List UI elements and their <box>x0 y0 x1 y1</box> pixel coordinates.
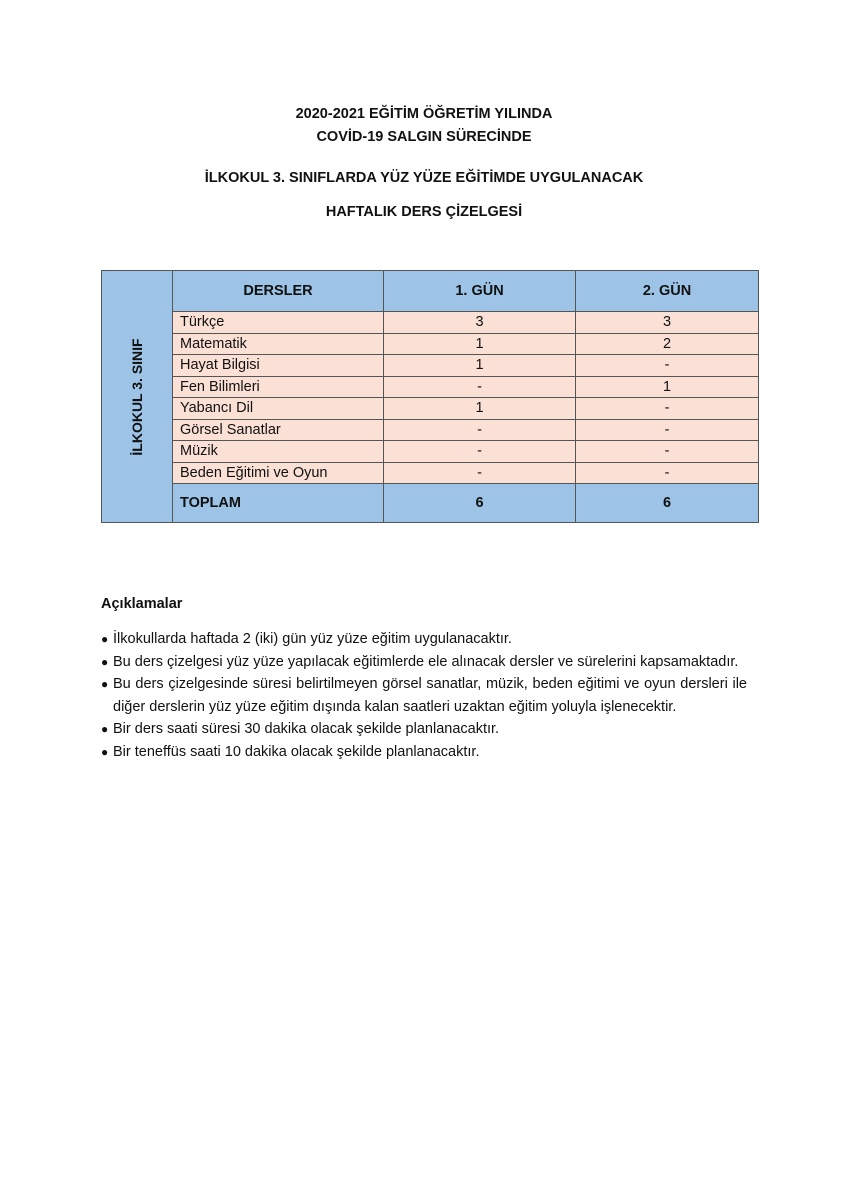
note-text: İlkokullarda haftada 2 (iki) gün yüz yüze eğitim uygulanacaktır. <box>113 631 512 647</box>
day2-hours: - <box>576 355 759 377</box>
day2-hours: 1 <box>576 376 759 398</box>
list-item <box>101 718 747 741</box>
table-row <box>102 419 759 441</box>
lesson-name: Görsel Sanatlar <box>173 419 384 441</box>
day2-hours: 2 <box>576 333 759 355</box>
lesson-name: Yabancı Dil <box>173 398 384 420</box>
subtitle-line-1: İLKOKUL 3. SINIFLARDA YÜZ YÜZE EĞİTİMDE UYGULANACAK <box>204 170 644 186</box>
notes-list <box>101 628 747 763</box>
subtitle-line-2: HAFTALIK DERS ÇİZELGESİ <box>325 204 523 220</box>
column-header-day1: 1. GÜN <box>384 271 576 312</box>
day1-total: 6 <box>384 484 576 523</box>
list-item <box>101 741 747 764</box>
table-row <box>102 462 759 484</box>
day1-hours: - <box>384 376 576 398</box>
lesson-name: Türkçe <box>173 312 384 334</box>
lesson-name: Hayat Bilgisi <box>173 355 384 377</box>
note-text: Bu ders çizelgesinde süresi belirtilmeyen görsel sanatlar, müzik, beden eğitimi ve oyun dersleri ile diğer derslerin yüz yüze eğitim dışında kalan saatleri uzaktan eğitim yoluyla işlenecektir. <box>113 676 747 715</box>
day2-hours: - <box>576 398 759 420</box>
total-label: TOPLAM <box>173 484 384 523</box>
schedule-table <box>101 270 759 523</box>
note-text: Bir ders saati süresi 30 dakika olacak şekilde planlanacaktır. <box>113 721 500 737</box>
table-row <box>102 376 759 398</box>
bullet-icon: ● <box>101 632 109 646</box>
day1-hours: - <box>384 462 576 484</box>
grade-label: İLKOKUL 3. SINIF <box>129 337 145 456</box>
bullet-icon: ● <box>101 722 109 736</box>
table-row <box>102 312 759 334</box>
column-header-lessons: DERSLER <box>173 271 384 312</box>
day2-hours: - <box>576 462 759 484</box>
table-row <box>102 441 759 463</box>
day1-hours: - <box>384 441 576 463</box>
table-row <box>102 355 759 377</box>
column-header-day2: 2. GÜN <box>576 271 759 312</box>
day1-hours: 1 <box>384 333 576 355</box>
list-item <box>101 628 747 651</box>
day2-hours: - <box>576 441 759 463</box>
day2-hours: - <box>576 419 759 441</box>
bullet-icon: ● <box>101 744 109 759</box>
day2-total: 6 <box>576 484 759 523</box>
table-header-row <box>102 271 759 312</box>
bullet-icon: ● <box>101 654 109 669</box>
notes-heading: Açıklamalar <box>101 596 183 612</box>
lesson-name: Beden Eğitimi ve Oyun <box>173 462 384 484</box>
note-text: Bir teneffüs saati 10 dakika olacak şekilde planlanacaktır. <box>113 743 480 760</box>
day1-hours: 1 <box>384 398 576 420</box>
day1-hours: - <box>384 419 576 441</box>
lesson-name: Matematik <box>173 333 384 355</box>
day2-hours: 3 <box>576 312 759 334</box>
day1-hours: 1 <box>384 355 576 377</box>
note-text: Bu ders çizelgesi yüz yüze yapılacak eğitimlerde ele alınacak dersler ve sürelerini kapsamaktadır. <box>113 653 739 670</box>
document-title <box>0 103 848 149</box>
lesson-name: Fen Bilimleri <box>173 376 384 398</box>
grade-label-cell <box>102 271 173 523</box>
list-item <box>101 673 747 718</box>
title-line-2: COVİD-19 SALGIN SÜRECİNDE <box>316 129 532 145</box>
day1-hours: 3 <box>384 312 576 334</box>
table-row <box>102 398 759 420</box>
table-total-row <box>102 484 759 523</box>
bullet-icon: ● <box>101 677 109 691</box>
table-row <box>102 333 759 355</box>
title-line-1: 2020-2021 EĞİTİM ÖĞRETİM YILINDA <box>295 106 553 122</box>
lesson-name: Müzik <box>173 441 384 463</box>
list-item <box>101 651 747 674</box>
